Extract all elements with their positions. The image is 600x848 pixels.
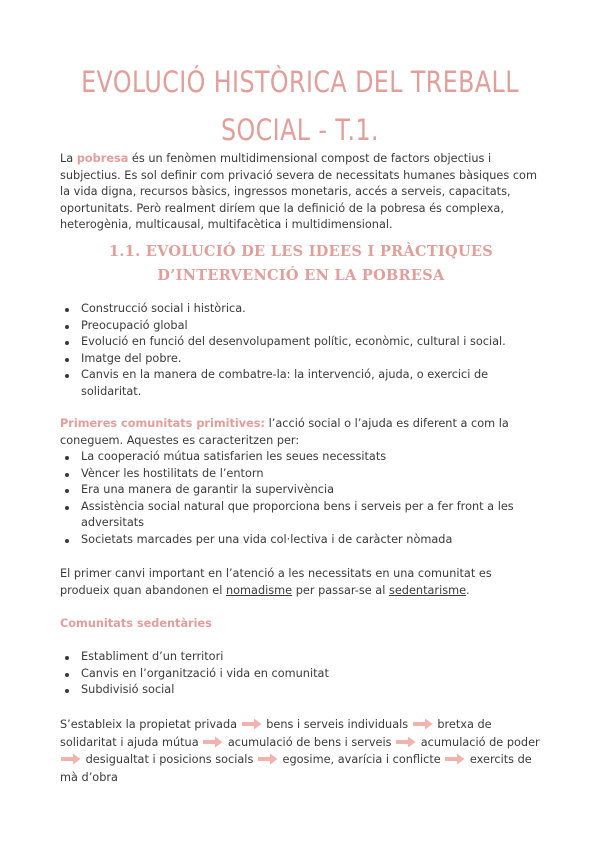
section-heading-line-1: 1.1. EVOLUCIÓ DE LES IDEES I PRÀCTIQUES — [108, 243, 494, 260]
chain-step: bens i serveis individuals — [262, 718, 412, 731]
arrow-right-icon — [203, 736, 223, 748]
list-item: Evolució en funció del desenvolupament polític, econòmic, cultural i social. — [60, 334, 540, 351]
list-item: Assistència social natural que proporciona bens i serveis per a fer front a les adversitats — [60, 499, 540, 532]
chain-step: desigualtat i posicions socials — [82, 753, 257, 766]
arrow-right-icon — [242, 718, 262, 730]
arrow-right-icon — [258, 753, 278, 765]
chain-step: bretxa de solidaritat i ajuda mútua — [60, 718, 492, 749]
chain-step: egosime, avarícia i conflicte — [278, 753, 445, 766]
chain-step: S’estableix la propietat privada — [60, 718, 241, 731]
intro-paragraph — [60, 151, 542, 234]
consequence-chain — [60, 716, 542, 786]
arrow-right-icon — [445, 753, 465, 765]
list-item: Preocupació global — [60, 318, 540, 335]
list-item: Imatge del pobre. — [60, 351, 540, 368]
primitive-heading: Primeres comunitats primitives: — [60, 417, 266, 430]
page-title-line-2: SOCIAL - T.1. — [221, 113, 379, 147]
sedentary-heading: Comunitats sedentàries — [60, 617, 212, 630]
intro-prefix: La — [60, 152, 77, 165]
change-text-1: El primer canvi important en l’atenció a les necessitats en una comunitat es produeix quan abandonen el — [60, 567, 492, 597]
sedentary-list — [60, 649, 540, 699]
list-item: Establiment d’un territori — [60, 649, 540, 666]
primitive-text: l’acció social o l’ajuda es diferent a com la coneguem. Aquestes es caracteritzen per: — [60, 417, 509, 447]
arrow-right-icon — [413, 718, 433, 730]
term-nomadisme: nomadisme — [225, 583, 293, 597]
term-sedentarisme: sedentarisme — [388, 583, 467, 597]
list-item: Vèncer les hostilitats de l’entorn — [60, 466, 540, 483]
characteristics-list — [60, 301, 540, 401]
change-text-3: . — [466, 583, 470, 597]
list-item: Subdivisió social — [60, 682, 540, 699]
page-title-line-1: EVOLUCIÓ HISTÒRICA DEL TREBALL — [81, 65, 519, 99]
primitive-list — [60, 449, 540, 549]
section-heading — [60, 240, 542, 288]
primitive-paragraph — [60, 416, 542, 449]
change-text-2: per passar-se al — [292, 583, 389, 597]
list-item: Construcció social i històrica. — [60, 301, 540, 318]
page-title — [54, 58, 546, 154]
arrow-right-icon — [61, 753, 81, 765]
change-paragraph — [60, 566, 542, 599]
list-item: Canvis en l’organització i vida en comunitat — [60, 666, 540, 683]
sedentary-heading-paragraph — [60, 616, 542, 633]
intro-keyword: pobresa — [76, 152, 129, 165]
list-item: Era una manera de garantir la supervivència — [60, 482, 540, 499]
arrow-right-icon — [396, 736, 416, 748]
intro-text: és un fenòmen multidimensional compost de factors objectius i subjectius. Es sol definir com privació severa de necessitats humanes bàsiques com la vida digna, recursos bàsics, ingressos monetaris, accés a serveis, capacitats, oportunitats. Però realment diríem que la definició de la pobresa és complexa, heterogènia, multicausal, multifacètica i multidimensional. — [60, 152, 537, 232]
chain-step: acumulació de poder — [417, 735, 540, 749]
list-item: Societats marcades per una vida col·lectiva i de caràcter nòmada — [60, 532, 540, 549]
chain-step: acumulació de bens i serveis — [224, 735, 396, 749]
chain-step: exercits de mà d’obra — [60, 753, 532, 784]
section-heading-line-2: D’INTERVENCIÓ EN LA POBRESA — [157, 267, 445, 284]
list-item: La cooperació mútua satisfarien les seues necessitats — [60, 449, 540, 466]
list-item: Canvis en la manera de combatre-la: la intervenció, ajuda, o exercici de solidaritat. — [60, 367, 540, 400]
